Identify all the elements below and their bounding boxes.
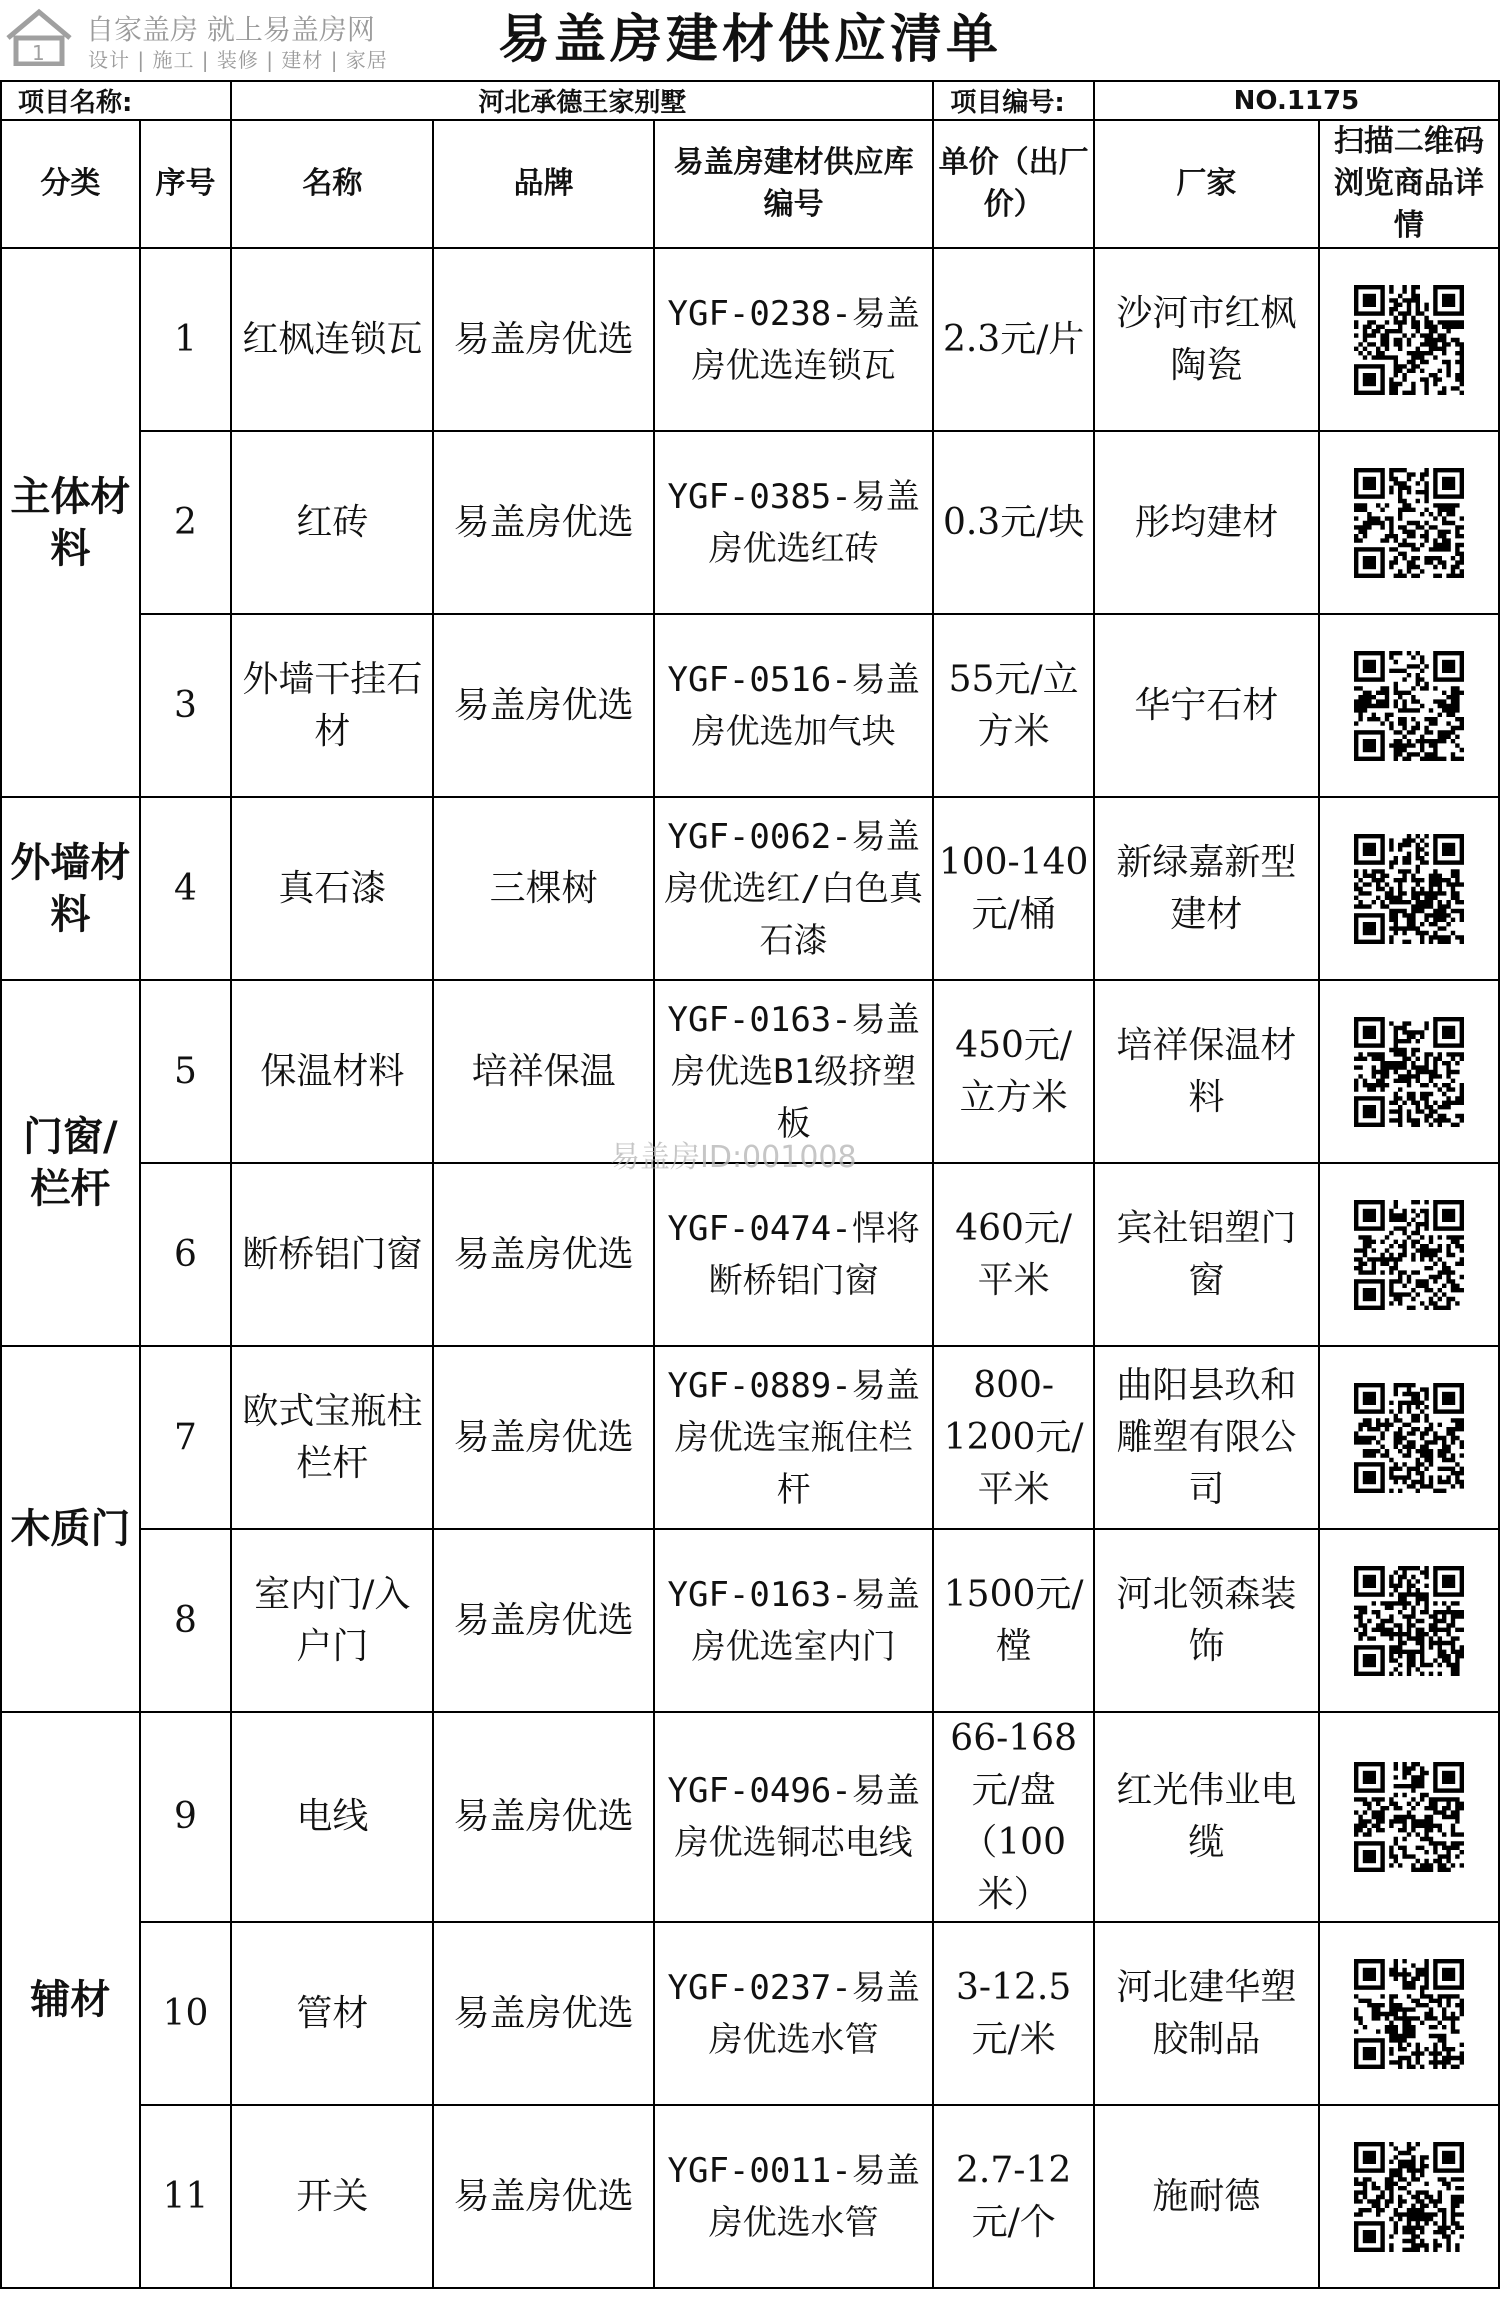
item-maker: 红光伟业电缆 bbox=[1094, 1712, 1319, 1922]
item-brand: 易盖房优选 bbox=[433, 1163, 654, 1346]
item-brand: 易盖房优选 bbox=[433, 1922, 654, 2105]
item-name: 外墙干挂石材 bbox=[231, 614, 433, 797]
item-price: 460元/平米 bbox=[933, 1163, 1094, 1346]
item-name: 红枫连锁瓦 bbox=[231, 248, 433, 431]
item-code: YGF-0474-悍将断桥铝门窗 bbox=[654, 1163, 934, 1346]
item-index: 9 bbox=[140, 1712, 232, 1922]
table-row bbox=[1, 248, 1499, 431]
item-price: 0.3元/块 bbox=[933, 431, 1094, 614]
table-row bbox=[1, 2105, 1499, 2288]
item-index: 11 bbox=[140, 2105, 232, 2288]
item-brand: 易盖房优选 bbox=[433, 248, 654, 431]
logo-categories: 设计 | 施工 | 装修 | 建材 | 家居 bbox=[88, 48, 388, 72]
qr-code-icon[interactable] bbox=[1354, 1566, 1464, 1676]
item-code: YGF-0062-易盖房优选红/白色真石漆 bbox=[654, 797, 934, 980]
qr-cell[interactable] bbox=[1319, 1922, 1499, 2105]
item-price: 55元/立方米 bbox=[933, 614, 1094, 797]
qr-cell[interactable] bbox=[1319, 1529, 1499, 1712]
table-row bbox=[1, 797, 1499, 980]
item-name: 开关 bbox=[231, 2105, 433, 2288]
item-name: 欧式宝瓶柱栏杆 bbox=[231, 1346, 433, 1529]
item-price: 800-1200元/平米 bbox=[933, 1346, 1094, 1529]
item-code: YGF-0237-易盖房优选水管 bbox=[654, 1922, 934, 2105]
qr-code-icon[interactable] bbox=[1354, 1959, 1464, 2069]
qr-code-icon[interactable] bbox=[1354, 2142, 1464, 2252]
item-maker: 河北建华塑胶制品 bbox=[1094, 1922, 1319, 2105]
item-price: 2.7-12元/个 bbox=[933, 2105, 1094, 2288]
item-maker: 曲阳县玖和雕塑有限公司 bbox=[1094, 1346, 1319, 1529]
item-name: 真石漆 bbox=[231, 797, 433, 980]
header-qr: 扫描二维码浏览商品详情 bbox=[1319, 120, 1499, 248]
item-name: 室内门/入户门 bbox=[231, 1529, 433, 1712]
table-row bbox=[1, 1922, 1499, 2105]
table-row bbox=[1, 614, 1499, 797]
header-price: 单价（出厂价） bbox=[933, 120, 1094, 248]
header-row bbox=[1, 120, 1499, 248]
table-row bbox=[1, 1163, 1499, 1346]
item-index: 4 bbox=[140, 797, 232, 980]
item-code: YGF-0238-易盖房优选连锁瓦 bbox=[654, 248, 934, 431]
qr-code-icon[interactable] bbox=[1354, 468, 1464, 578]
item-brand: 易盖房优选 bbox=[433, 1712, 654, 1922]
category-cell: 门窗/栏杆 bbox=[1, 980, 140, 1346]
item-maker: 新绿嘉新型建材 bbox=[1094, 797, 1319, 980]
item-code: YGF-0385-易盖房优选红砖 bbox=[654, 431, 934, 614]
category-cell: 木质门 bbox=[1, 1346, 140, 1712]
qr-code-icon[interactable] bbox=[1354, 1200, 1464, 1310]
header-maker: 厂家 bbox=[1094, 120, 1319, 248]
svg-text:1: 1 bbox=[32, 41, 45, 65]
qr-cell[interactable] bbox=[1319, 2105, 1499, 2288]
item-brand: 易盖房优选 bbox=[433, 2105, 654, 2288]
watermark: 易盖房ID:001008 bbox=[610, 1140, 857, 1175]
item-index: 8 bbox=[140, 1529, 232, 1712]
item-name: 管材 bbox=[231, 1922, 433, 2105]
item-name: 保温材料 bbox=[231, 980, 433, 1163]
item-price: 66-168元/盘（100米） bbox=[933, 1712, 1094, 1922]
item-index: 7 bbox=[140, 1346, 232, 1529]
table-row bbox=[1, 1712, 1499, 1922]
item-index: 5 bbox=[140, 980, 232, 1163]
item-code: YGF-0011-易盖房优选水管 bbox=[654, 2105, 934, 2288]
item-brand: 易盖房优选 bbox=[433, 614, 654, 797]
project-number-value: NO.1175 bbox=[1094, 81, 1499, 120]
item-code: YGF-0889-易盖房优选宝瓶住栏杆 bbox=[654, 1346, 934, 1529]
category-cell: 辅材 bbox=[1, 1712, 140, 2288]
qr-cell[interactable] bbox=[1319, 614, 1499, 797]
item-price: 3-12.5元/米 bbox=[933, 1922, 1094, 2105]
item-index: 2 bbox=[140, 431, 232, 614]
item-brand: 易盖房优选 bbox=[433, 1529, 654, 1712]
item-maker: 河北领森装饰 bbox=[1094, 1529, 1319, 1712]
item-maker: 施耐德 bbox=[1094, 2105, 1319, 2288]
item-maker: 华宁石材 bbox=[1094, 614, 1319, 797]
qr-code-icon[interactable] bbox=[1354, 1017, 1464, 1127]
item-maker: 宾社铝塑门窗 bbox=[1094, 1163, 1319, 1346]
qr-code-icon[interactable] bbox=[1354, 285, 1464, 395]
qr-cell[interactable] bbox=[1319, 797, 1499, 980]
item-name: 断桥铝门窗 bbox=[231, 1163, 433, 1346]
qr-cell[interactable] bbox=[1319, 1163, 1499, 1346]
item-brand: 三棵树 bbox=[433, 797, 654, 980]
project-number-label: 项目编号: bbox=[933, 81, 1094, 120]
header-code: 易盖房建材供应库编号 bbox=[654, 120, 934, 248]
header-brand: 品牌 bbox=[433, 120, 654, 248]
item-name: 电线 bbox=[231, 1712, 433, 1922]
project-info-row bbox=[1, 81, 1499, 120]
item-index: 1 bbox=[140, 248, 232, 431]
project-name-label: 项目名称: bbox=[1, 81, 231, 120]
category-cell: 外墙材料 bbox=[1, 797, 140, 980]
item-index: 6 bbox=[140, 1163, 232, 1346]
item-price: 100-140元/桶 bbox=[933, 797, 1094, 980]
qr-code-icon[interactable] bbox=[1354, 1383, 1464, 1493]
qr-cell[interactable] bbox=[1319, 1712, 1499, 1922]
header-category: 分类 bbox=[1, 120, 140, 248]
title-bar bbox=[0, 0, 1500, 82]
project-name-value: 河北承德王家别墅 bbox=[231, 81, 933, 120]
qr-cell[interactable] bbox=[1319, 248, 1499, 431]
item-code: YGF-0516-易盖房优选加气块 bbox=[654, 614, 934, 797]
table-row bbox=[1, 431, 1499, 614]
item-maker: 沙河市红枫陶瓷 bbox=[1094, 248, 1319, 431]
item-price: 1500元/樘 bbox=[933, 1529, 1094, 1712]
item-brand: 易盖房优选 bbox=[433, 1346, 654, 1529]
item-index: 3 bbox=[140, 614, 232, 797]
table-row bbox=[1, 1346, 1499, 1529]
table-row bbox=[1, 1529, 1499, 1712]
header-index: 序号 bbox=[140, 120, 232, 248]
category-cell: 主体材料 bbox=[1, 248, 140, 797]
item-index: 10 bbox=[140, 1922, 232, 2105]
qr-cell[interactable] bbox=[1319, 980, 1499, 1163]
page-title: 易盖房建材供应清单 bbox=[497, 10, 1002, 70]
item-name: 红砖 bbox=[231, 431, 433, 614]
item-price: 450元/立方米 bbox=[933, 980, 1094, 1163]
item-maker: 彤均建材 bbox=[1094, 431, 1319, 614]
qr-cell[interactable] bbox=[1319, 1346, 1499, 1529]
item-brand: 培祥保温 bbox=[433, 980, 654, 1163]
qr-cell[interactable] bbox=[1319, 431, 1499, 614]
header-name: 名称 bbox=[231, 120, 433, 248]
qr-code-icon[interactable] bbox=[1354, 1762, 1464, 1872]
item-price: 2.3元/片 bbox=[933, 248, 1094, 431]
item-brand: 易盖房优选 bbox=[433, 431, 654, 614]
logo-slogan: 自家盖房 就上易盖房网 bbox=[86, 13, 375, 46]
item-maker: 培祥保温材料 bbox=[1094, 980, 1319, 1163]
item-code: YGF-0163-易盖房优选室内门 bbox=[654, 1529, 934, 1712]
materials-table bbox=[0, 80, 1500, 2289]
item-code: YGF-0163-易盖房优选B1级挤塑板 bbox=[654, 980, 934, 1163]
qr-code-icon[interactable] bbox=[1354, 834, 1464, 944]
qr-code-icon[interactable] bbox=[1354, 651, 1464, 761]
item-code: YGF-0496-易盖房优选铜芯电线 bbox=[654, 1712, 934, 1922]
